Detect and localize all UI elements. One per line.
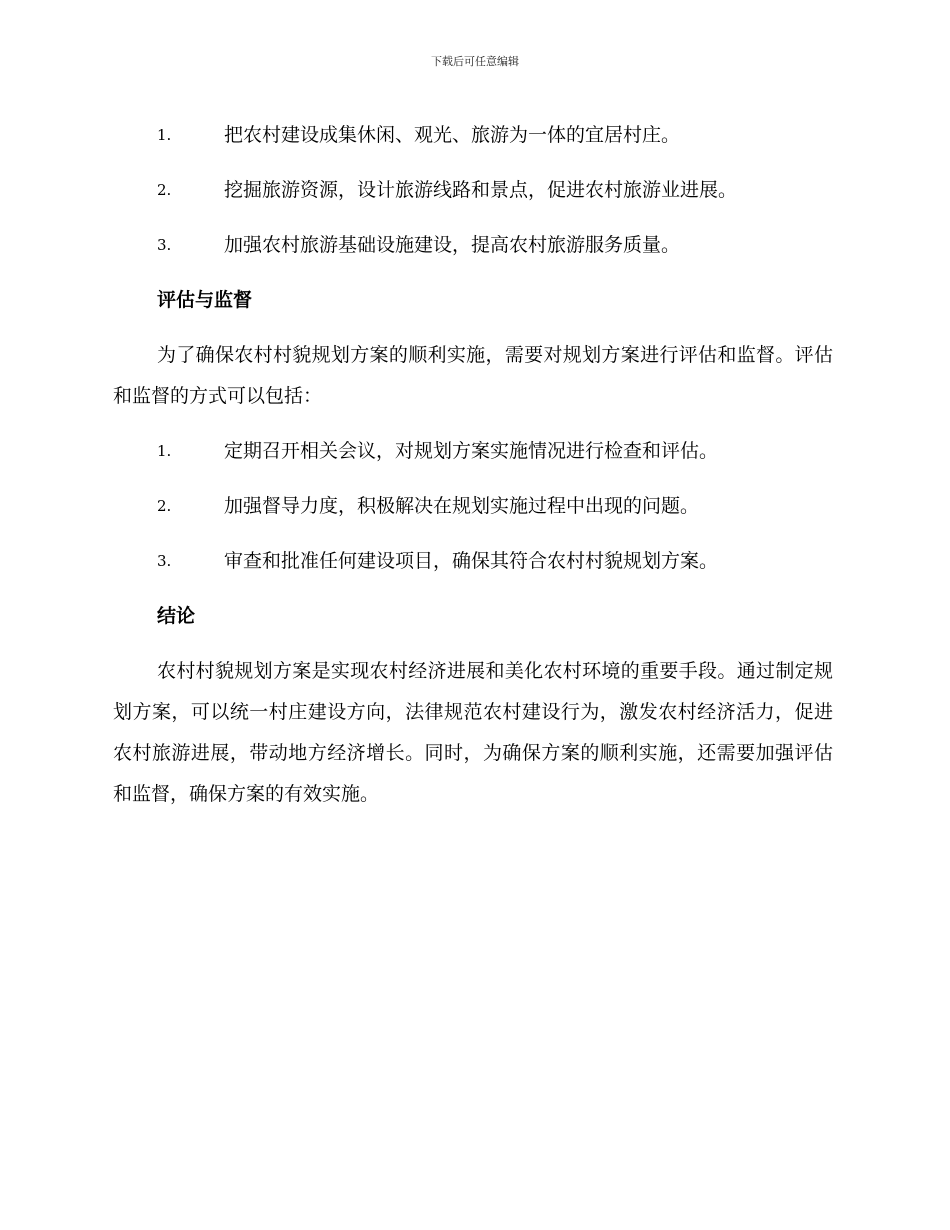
list-item xyxy=(113,534,833,589)
list-item xyxy=(113,218,833,273)
list-item xyxy=(113,108,833,163)
evaluation-methods-list xyxy=(113,424,833,589)
list-number: 2. xyxy=(157,497,172,515)
section-heading-evaluation: 评估与监督 xyxy=(157,289,253,311)
list-text: 加强督导力度，积极解决在规划实施过程中出现的问题。 xyxy=(224,495,700,517)
page-header: 下载后可任意编辑 xyxy=(431,55,519,68)
section-heading-conclusion: 结论 xyxy=(157,605,196,627)
list-number: 1. xyxy=(157,442,172,460)
conclusion-paragraph: 农村村貌规划方案是实现农村经济进展和美化农村环境的重要手段。通过制定规划方案，可以统一村庄建设方向，法律规范农村建设行为，激发农村经济活力，促进农村旅游进展，带动地方经济增长。同时，为确保方案的顺利实施，还需要加强评估和监督，确保方案的有效实施。 xyxy=(113,660,833,805)
list-number: 2. xyxy=(157,181,172,199)
tourism-goals-list xyxy=(113,108,833,273)
list-item xyxy=(113,479,833,534)
list-number: 3. xyxy=(157,552,172,570)
document-body xyxy=(113,108,833,822)
list-text: 把农村建设成集休闲、观光、旅游为一体的宜居村庄。 xyxy=(224,124,681,146)
list-item xyxy=(113,163,833,218)
list-text: 审查和批准任何建设项目，确保其符合农村村貌规划方案。 xyxy=(224,550,719,572)
list-number: 3. xyxy=(157,236,172,254)
list-number: 1. xyxy=(157,126,172,144)
list-text: 挖掘旅游资源，设计旅游线路和景点，促进农村旅游业进展。 xyxy=(224,179,738,201)
evaluation-intro-paragraph: 为了确保农村村貌规划方案的顺利实施，需要对规划方案进行评估和监督。评估和监督的方式可以包括： xyxy=(113,344,833,407)
list-item xyxy=(113,424,833,479)
list-text: 加强农村旅游基础设施建设，提高农村旅游服务质量。 xyxy=(224,234,681,256)
list-text: 定期召开相关会议，对规划方案实施情况进行检查和评估。 xyxy=(224,440,719,462)
